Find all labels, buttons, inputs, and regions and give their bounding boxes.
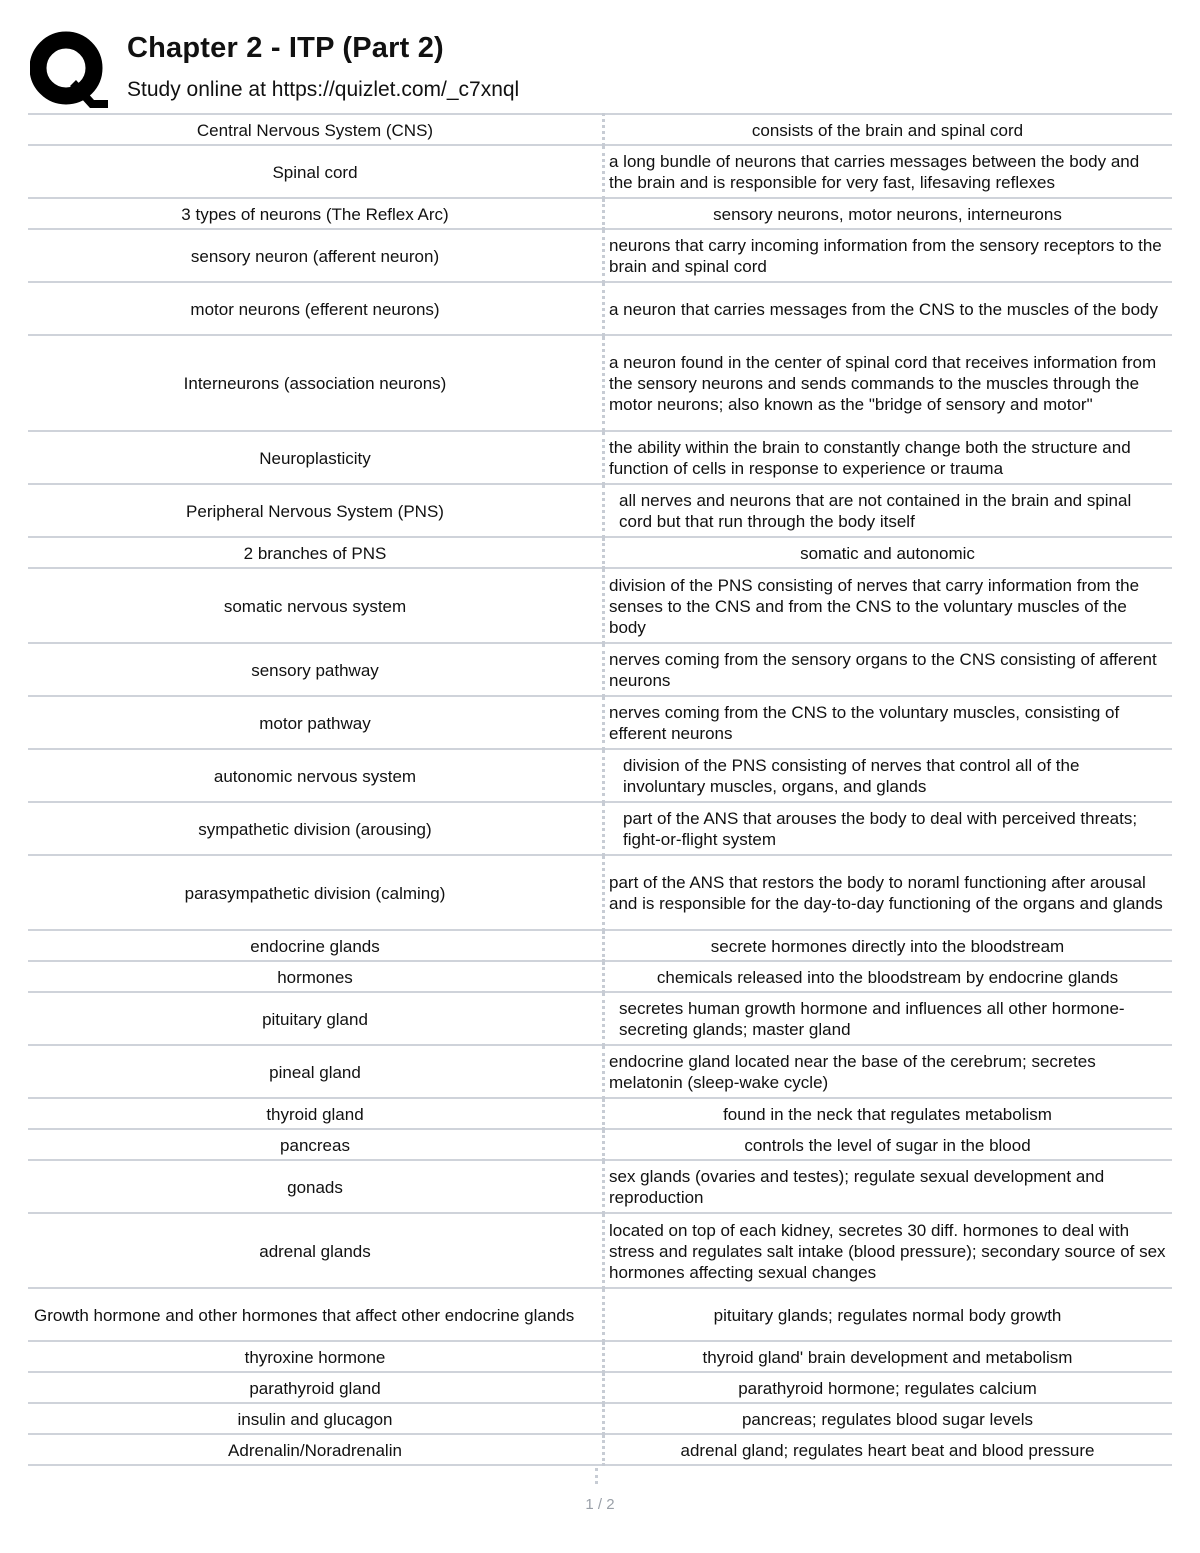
term-cell: insulin and glucagon — [28, 1403, 604, 1434]
definition-cell: endocrine gland located near the base of the cerebrum; secretes melatonin (sleep-wake cycle) — [604, 1045, 1173, 1098]
definition-cell: parathyroid hormone; regulates calcium — [604, 1372, 1173, 1403]
quizlet-q-logo-icon — [30, 30, 108, 108]
definition-cell: thyroid gland' brain development and metabolism — [604, 1341, 1173, 1372]
definition-cell: neurons that carry incoming information from the sensory receptors to the brain and spinal cord — [604, 229, 1173, 282]
definition-cell: nerves coming from the CNS to the voluntary muscles, consisting of efferent neurons — [604, 696, 1173, 749]
definition-cell: part of the ANS that arouses the body to deal with perceived threats; fight-or-flight system — [604, 802, 1173, 855]
table-row — [28, 855, 1172, 930]
flashcard-table — [28, 113, 1172, 1466]
definition-cell: a long bundle of neurons that carries messages between the body and the brain and is responsible for very fast, lifesaving reflexes — [604, 145, 1173, 198]
definition-cell: somatic and autonomic — [604, 537, 1173, 568]
table-row — [28, 1045, 1172, 1098]
definition-cell: a neuron found in the center of spinal cord that receives information from the sensory neurons and sends commands to the muscles through the motor neurons; also known as the "bridge of sensory and motor" — [604, 335, 1173, 431]
definition-cell: located on top of each kidney, secretes 30 diff. hormones to deal with stress and regulates salt intake (blood pressure); secondary source of sex hormones affecting sexual changes — [604, 1213, 1173, 1288]
definition-cell: part of the ANS that restors the body to noraml functioning after arousal and is responsible for the day-to-day functioning of the organs and glands — [604, 855, 1173, 930]
term-cell: thyroid gland — [28, 1098, 604, 1129]
definition-cell: a neuron that carries messages from the CNS to the muscles of the body — [604, 282, 1173, 335]
definition-cell: all nerves and neurons that are not contained in the brain and spinal cord but that run through the body itself — [604, 484, 1173, 537]
table-row — [28, 961, 1172, 992]
table-row — [28, 114, 1172, 145]
table-row — [28, 282, 1172, 335]
table-row — [28, 145, 1172, 198]
table-row — [28, 1288, 1172, 1341]
table-row — [28, 431, 1172, 484]
definition-cell: secrete hormones directly into the bloodstream — [604, 930, 1173, 961]
definition-cell: sex glands (ovaries and testes); regulate sexual development and reproduction — [604, 1160, 1173, 1213]
definition-cell: chemicals released into the bloodstream by endocrine glands — [604, 961, 1173, 992]
term-cell: Spinal cord — [28, 145, 604, 198]
table-row — [28, 229, 1172, 282]
term-cell: motor pathway — [28, 696, 604, 749]
definition-cell: secretes human growth hormone and influences all other hormone-secreting glands; master gland — [604, 992, 1173, 1045]
table-row — [28, 1434, 1172, 1465]
definition-cell: consists of the brain and spinal cord — [604, 114, 1173, 145]
term-cell: gonads — [28, 1160, 604, 1213]
term-cell: 3 types of neurons (The Reflex Arc) — [28, 198, 604, 229]
term-cell: pancreas — [28, 1129, 604, 1160]
definition-cell: found in the neck that regulates metabolism — [604, 1098, 1173, 1129]
term-cell: somatic nervous system — [28, 568, 604, 643]
term-cell: Growth hormone and other hormones that affect other endocrine glands — [28, 1288, 604, 1341]
term-cell: Interneurons (association neurons) — [28, 335, 604, 431]
table-row — [28, 749, 1172, 802]
definition-cell: division of the PNS consisting of nerves that carry information from the senses to the CNS and from the CNS to the voluntary muscles of the body — [604, 568, 1173, 643]
table-row — [28, 696, 1172, 749]
term-cell: pituitary gland — [28, 992, 604, 1045]
table-row — [28, 802, 1172, 855]
term-cell: adrenal glands — [28, 1213, 604, 1288]
table-row — [28, 1213, 1172, 1288]
definition-cell: nerves coming from the sensory organs to the CNS consisting of afferent neurons — [604, 643, 1173, 696]
term-cell: autonomic nervous system — [28, 749, 604, 802]
term-cell: Peripheral Nervous System (PNS) — [28, 484, 604, 537]
term-cell: 2 branches of PNS — [28, 537, 604, 568]
term-cell: Central Nervous System (CNS) — [28, 114, 604, 145]
definition-cell: adrenal gland; regulates heart beat and blood pressure — [604, 1434, 1173, 1465]
table-row — [28, 643, 1172, 696]
term-cell: pineal gland — [28, 1045, 604, 1098]
definition-cell: the ability within the brain to constantly change both the structure and function of cells in response to experience or trauma — [604, 431, 1173, 484]
term-cell: motor neurons (efferent neurons) — [28, 282, 604, 335]
definition-cell: pituitary glands; regulates normal body growth — [604, 1288, 1173, 1341]
term-cell: parasympathetic division (calming) — [28, 855, 604, 930]
term-cell: thyroxine hormone — [28, 1341, 604, 1372]
table-row — [28, 1098, 1172, 1129]
table-row — [28, 1341, 1172, 1372]
study-online-link[interactable]: Study online at https://quizlet.com/_c7xnql — [127, 78, 520, 101]
definition-cell: pancreas; regulates blood sugar levels — [604, 1403, 1173, 1434]
table-row — [28, 1129, 1172, 1160]
term-cell: Neuroplasticity — [28, 431, 604, 484]
term-cell: hormones — [28, 961, 604, 992]
table-row — [28, 568, 1172, 643]
term-cell: Adrenalin/Noradrenalin — [28, 1434, 604, 1465]
table-row — [28, 1403, 1172, 1434]
term-cell: sensory pathway — [28, 643, 604, 696]
table-row — [28, 198, 1172, 229]
table-row — [28, 1372, 1172, 1403]
definition-cell: division of the PNS consisting of nerves that control all of the involuntary muscles, organs, and glands — [604, 749, 1173, 802]
table-row — [28, 1160, 1172, 1213]
term-cell: sensory neuron (afferent neuron) — [28, 229, 604, 282]
table-row — [28, 484, 1172, 537]
term-cell: endocrine glands — [28, 930, 604, 961]
page-indicator: 1 / 2 — [585, 1496, 615, 1513]
definition-cell: sensory neurons, motor neurons, interneurons — [604, 198, 1173, 229]
page-title: Chapter 2 - ITP (Part 2) — [127, 32, 444, 64]
definition-cell: controls the level of sugar in the blood — [604, 1129, 1173, 1160]
term-cell: sympathetic division (arousing) — [28, 802, 604, 855]
table-row — [28, 930, 1172, 961]
table-row — [28, 992, 1172, 1045]
header — [30, 28, 1170, 112]
term-cell: parathyroid gland — [28, 1372, 604, 1403]
table-row — [28, 335, 1172, 431]
table-row — [28, 537, 1172, 568]
column-divider-tail — [595, 1468, 598, 1484]
